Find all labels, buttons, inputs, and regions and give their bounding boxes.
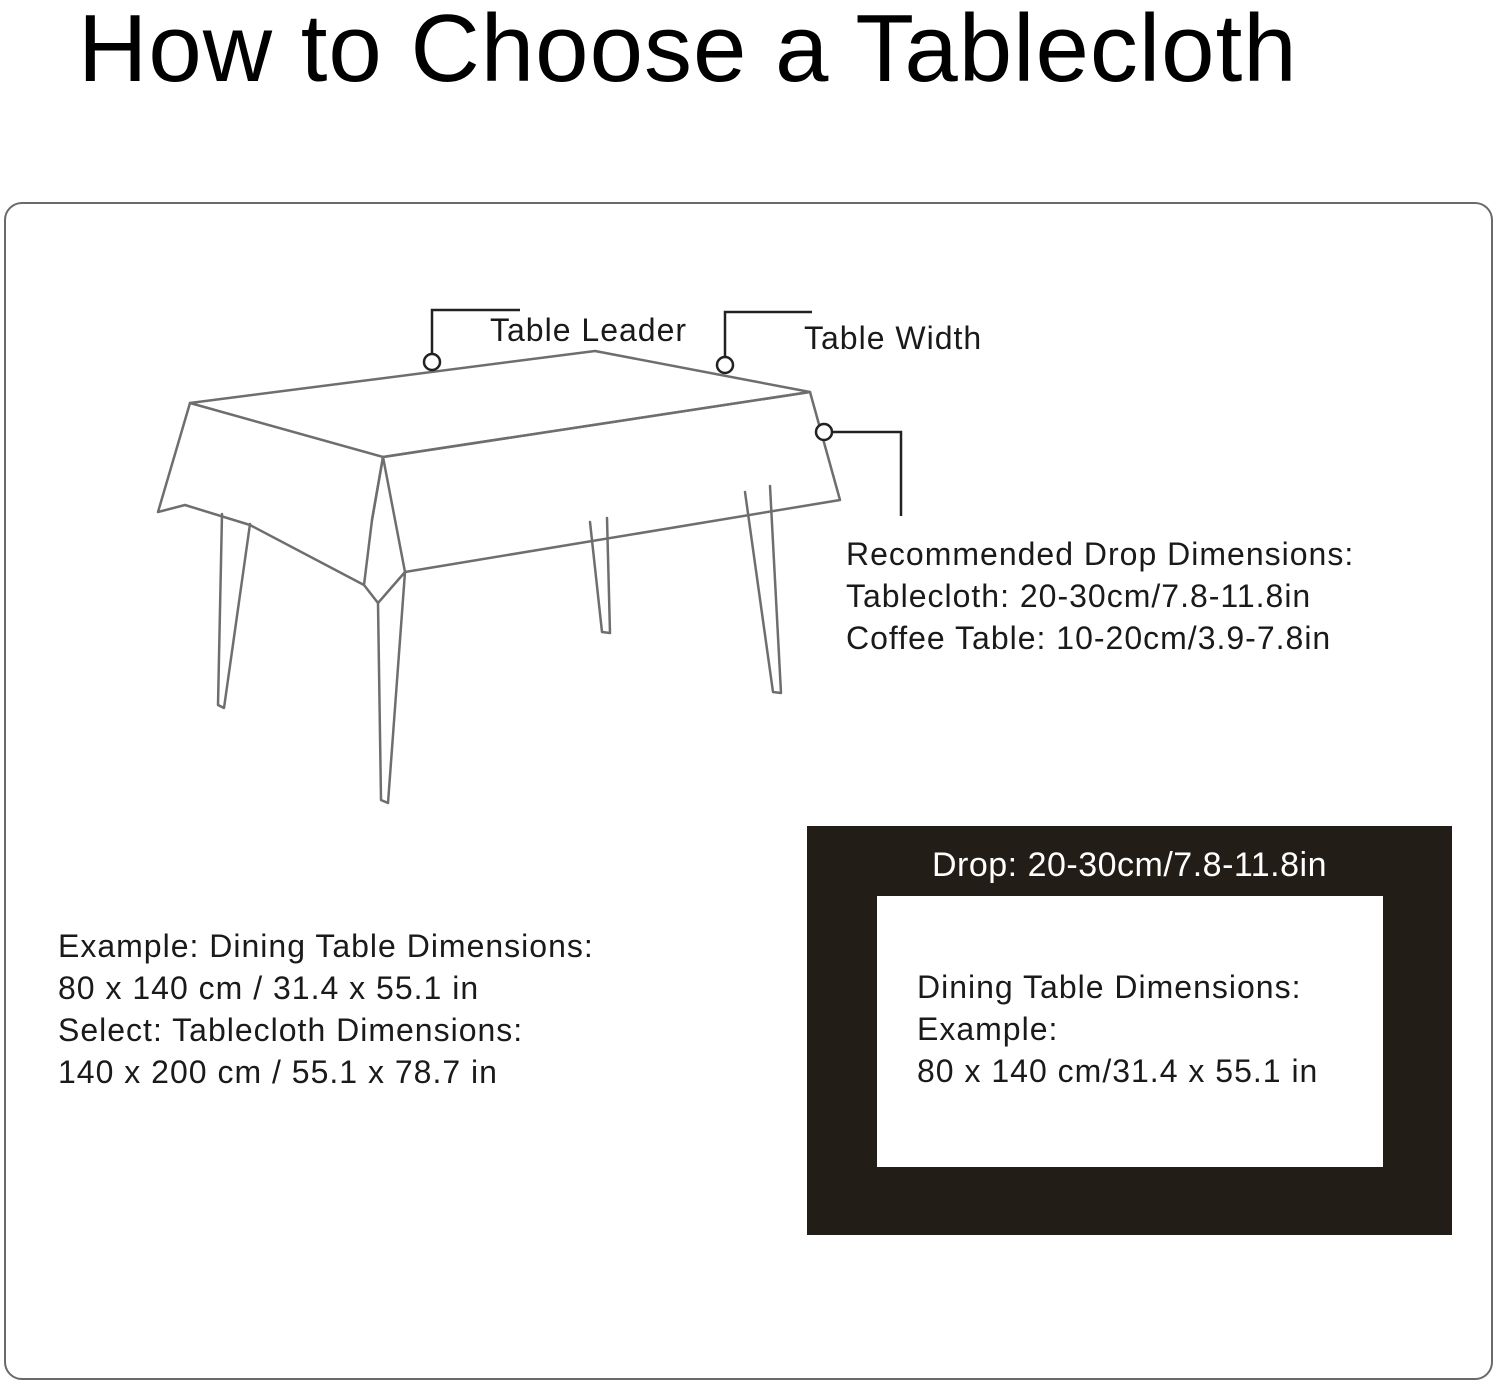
table-area-line: Dining Table Dimensions: xyxy=(917,969,1302,1005)
table-leg xyxy=(590,518,610,633)
drop-size-label: Drop: 20-30cm/7.8-11.8in xyxy=(931,846,1327,884)
table-area-text xyxy=(917,966,1318,1092)
drop-tablecloth: Tablecloth: 20-30cm/7.8-11.8in xyxy=(846,578,1312,614)
drop-size-box xyxy=(807,826,1452,1235)
left-drape xyxy=(158,403,364,585)
front-drape xyxy=(383,392,840,572)
drop-heading: Recommended Drop Dimensions: xyxy=(846,536,1355,572)
table-width-label: Table Width xyxy=(804,320,983,356)
example-dimensions xyxy=(58,925,594,1093)
table-leader-label: Table Leader xyxy=(490,312,688,348)
example-line: Example: Dining Table Dimensions: xyxy=(58,928,594,964)
table-leg xyxy=(745,486,781,693)
table-area-line: Example: xyxy=(917,1011,1059,1047)
table-area-line: 80 x 140 cm/31.4 x 55.1 in xyxy=(917,1053,1319,1089)
drop-coffee-table: Coffee Table: 10-20cm/3.9-7.8in xyxy=(846,620,1332,656)
example-line: Select: Tablecloth Dimensions: xyxy=(58,1012,524,1048)
table-leg xyxy=(218,514,250,708)
example-line: 140 x 200 cm / 55.1 x 78.7 in xyxy=(58,1054,498,1090)
example-line: 80 x 140 cm / 31.4 x 55.1 in xyxy=(58,970,480,1006)
table-area xyxy=(877,896,1383,1167)
leader-marker xyxy=(424,354,440,370)
drop-recommendation xyxy=(846,533,1354,659)
table-leg xyxy=(378,572,405,803)
page-title: How to Choose a Tablecloth xyxy=(78,0,1298,102)
drop-marker xyxy=(816,424,832,440)
width-marker xyxy=(717,357,733,373)
